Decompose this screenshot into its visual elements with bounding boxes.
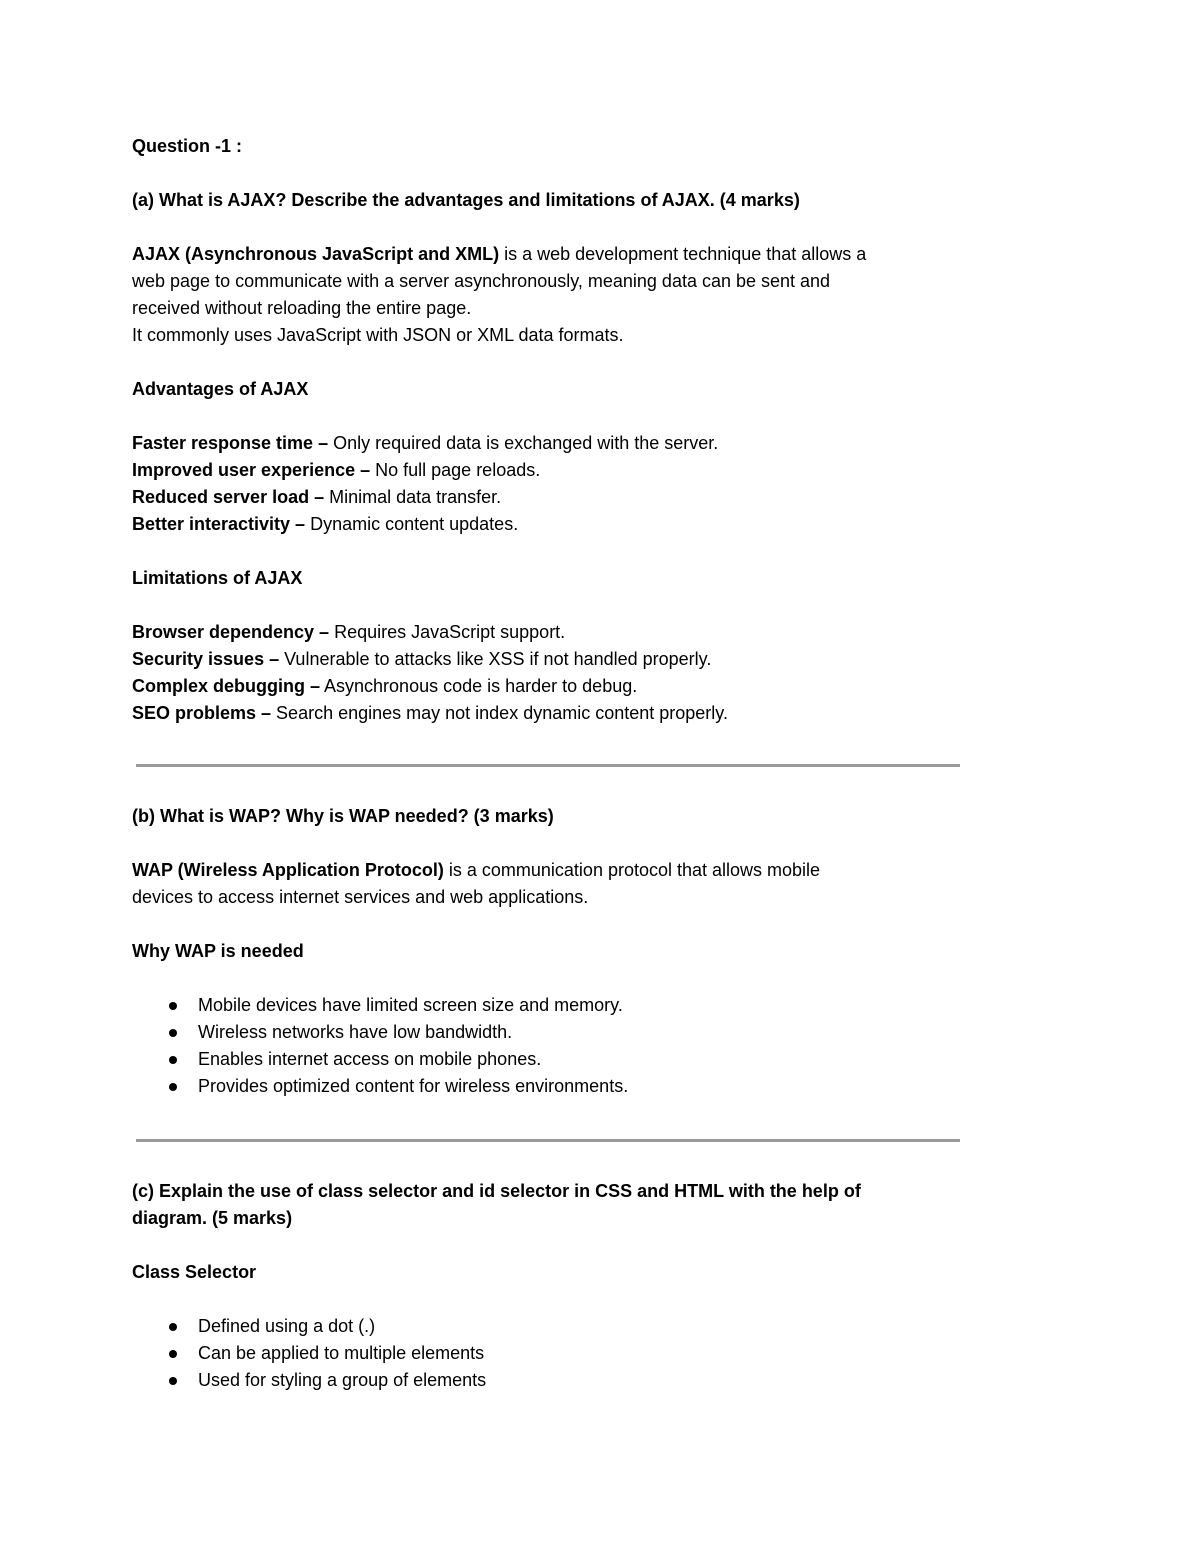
list-item: Used for styling a group of elements (132, 1367, 972, 1394)
advantage-desc: Dynamic content updates. (305, 514, 519, 534)
advantage-item (132, 457, 972, 484)
part-a-intro-line-1 (132, 241, 972, 268)
bullet-icon (169, 1350, 177, 1358)
part-a-intro-line-2: web page to communicate with a server asynchronously, meaning data can be sent and (132, 271, 831, 291)
list-item: Mobile devices have limited screen size and memory. (132, 992, 972, 1019)
section-divider (136, 764, 960, 767)
bullet-icon (169, 1377, 177, 1385)
bullet-icon (169, 1002, 177, 1010)
advantage-item (132, 430, 972, 457)
limitation-desc: Search engines may not index dynamic content properly. (271, 703, 728, 723)
document-page (132, 133, 972, 727)
part-c-title-line-2: diagram. (5 marks) (132, 1208, 293, 1228)
class-selector-list (132, 1313, 972, 1394)
part-c-title-line-1: (c) Explain the use of class selector and id selector in CSS and HTML with the help of (132, 1181, 861, 1201)
question-heading: Question -1 : (132, 136, 243, 156)
list-item: Can be applied to multiple elements (132, 1340, 972, 1367)
part-a-title: (a) What is AJAX? Describe the advantages and limitations of AJAX. (4 marks) (132, 190, 800, 210)
list-item: Defined using a dot (.) (132, 1313, 972, 1340)
bullet-icon (169, 1056, 177, 1064)
list-item: Enables internet access on mobile phones. (132, 1046, 972, 1073)
bullet-icon (169, 1029, 177, 1037)
advantage-term: Better interactivity – (132, 514, 306, 534)
why-wap-list (132, 992, 972, 1100)
wap-term: WAP (Wireless Application Protocol) (132, 860, 444, 880)
advantage-term: Faster response time – (132, 433, 329, 453)
advantage-desc: No full page reloads. (370, 460, 541, 480)
advantage-term: Reduced server load – (132, 487, 325, 507)
advantage-item (132, 511, 972, 538)
limitation-desc: Vulnerable to attacks like XSS if not handled properly. (279, 649, 712, 669)
part-b-intro-line-2: devices to access internet services and web applications. (132, 887, 589, 907)
bullet-icon (169, 1083, 177, 1091)
part-b-section (132, 803, 972, 1100)
limitation-item (132, 646, 972, 673)
limitation-item (132, 700, 972, 727)
limitation-desc: Requires JavaScript support. (329, 622, 566, 642)
part-b-intro-line-1 (132, 857, 972, 884)
wap-intro-rest: is a communication protocol that allows mobile (443, 860, 821, 880)
limitation-term: Complex debugging – (132, 676, 321, 696)
advantage-desc: Minimal data transfer. (324, 487, 502, 507)
advantages-heading: Advantages of AJAX (132, 379, 309, 399)
part-b-title: (b) What is WAP? Why is WAP needed? (3 marks) (132, 806, 554, 826)
limitation-item (132, 673, 972, 700)
ajax-term: AJAX (Asynchronous JavaScript and XML) (132, 244, 500, 264)
advantage-desc: Only required data is exchanged with the server. (328, 433, 719, 453)
advantage-term: Improved user experience – (132, 460, 371, 480)
advantage-item (132, 484, 972, 511)
class-selector-heading: Class Selector (132, 1262, 257, 1282)
list-item: Wireless networks have low bandwidth. (132, 1019, 972, 1046)
limitations-heading: Limitations of AJAX (132, 568, 303, 588)
bullet-icon (169, 1323, 177, 1331)
part-a-intro-line-3: received without reloading the entire page. (132, 298, 472, 318)
ajax-intro-rest: is a web development technique that allows a (499, 244, 867, 264)
list-item: Provides optimized content for wireless environments. (132, 1073, 972, 1100)
part-c-section (132, 1178, 972, 1394)
limitation-term: SEO problems – (132, 703, 272, 723)
part-a-intro-line-4: It commonly uses JavaScript with JSON or XML data formats. (132, 325, 624, 345)
section-divider (136, 1139, 960, 1142)
limitation-desc: Asynchronous code is harder to debug. (320, 676, 638, 696)
limitation-term: Browser dependency – (132, 622, 330, 642)
why-wap-heading: Why WAP is needed (132, 941, 304, 961)
limitation-term: Security issues – (132, 649, 280, 669)
limitation-item (132, 619, 972, 646)
